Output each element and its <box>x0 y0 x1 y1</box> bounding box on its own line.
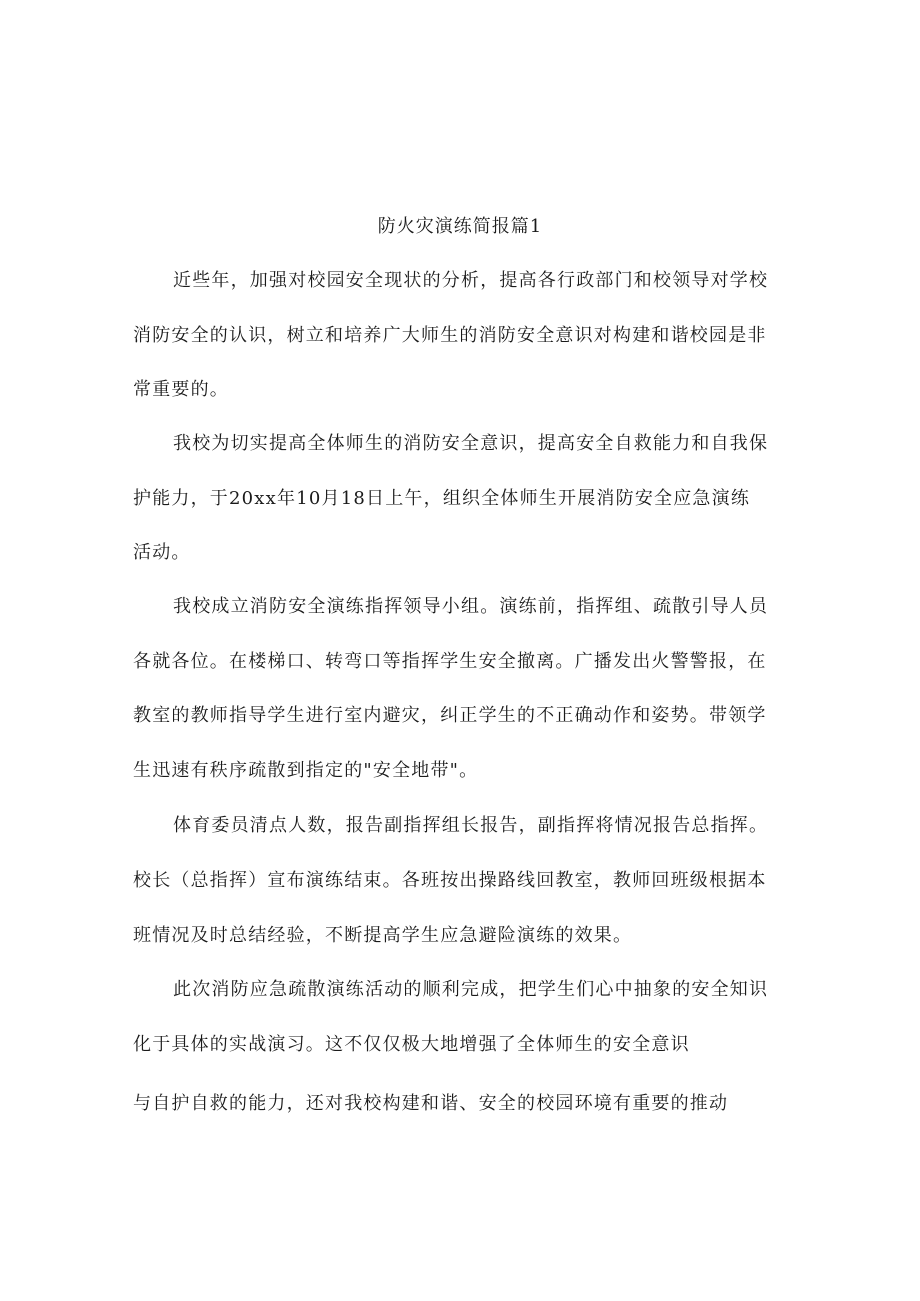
paragraph-2-line-1: 我校为切实提高全体师生的消防安全意识，提高安全自救能力和自我保 <box>173 433 769 454</box>
paragraph-5-line-1: 此次消防应急疏散演练活动的顺利完成，把学生们心中抽象的安全知识 <box>173 979 769 1000</box>
paragraph-3-line-2: 各就各位。在楼梯口、转弯口等指挥学生安全撤离。广播发出火警警报，在 <box>133 651 767 672</box>
paragraph-3-line-3: 教室的教师指导学生进行室内避灾，纠正学生的不正确动作和姿势。带领学 <box>133 705 767 726</box>
paragraph-2-line-2: 护能力，于20xx年10月18日上午，组织全体师生开展消防安全应急演练 <box>133 488 751 509</box>
document-title: 防火灾演练简报篇1 <box>377 216 543 237</box>
paragraph-4-line-2: 校长（总指挥）宣布演练结束。各班按出操路线回教室，教师回班级根据本 <box>133 870 767 891</box>
paragraph-3-line-4: 生迅速有秩序疏散到指定的"安全地带"。 <box>133 760 479 781</box>
paragraph-2-line-3: 活动。 <box>133 542 191 563</box>
paragraph-1-line-3: 常重要的。 <box>133 379 229 400</box>
paragraph-5-line-3: 与自护自救的能力，还对我校构建和谐、安全的校园环境有重要的推动 <box>133 1093 729 1114</box>
paragraph-5-line-2: 化于具体的实战演习。这不仅仅极大地增强了全体师生的安全意识 <box>133 1034 690 1055</box>
paragraph-4-line-3: 班情况及时总结经验，不断提高学生应急避险演练的效果。 <box>133 925 633 946</box>
paragraph-1-line-2: 消防安全的认识，树立和培养广大师生的消防安全意识对构建和谐校园是非 <box>133 325 767 346</box>
paragraph-1-line-1: 近些年，加强对校园安全现状的分析，提高各行政部门和校领导对学校 <box>173 270 769 291</box>
paragraph-3-line-1: 我校成立消防安全演练指挥领导小组。演练前，指挥组、疏散引导人员 <box>173 596 769 617</box>
paragraph-4-line-1: 体育委员清点人数，报告副指挥组长报告，副指挥将情况报告总指挥。 <box>173 815 769 836</box>
